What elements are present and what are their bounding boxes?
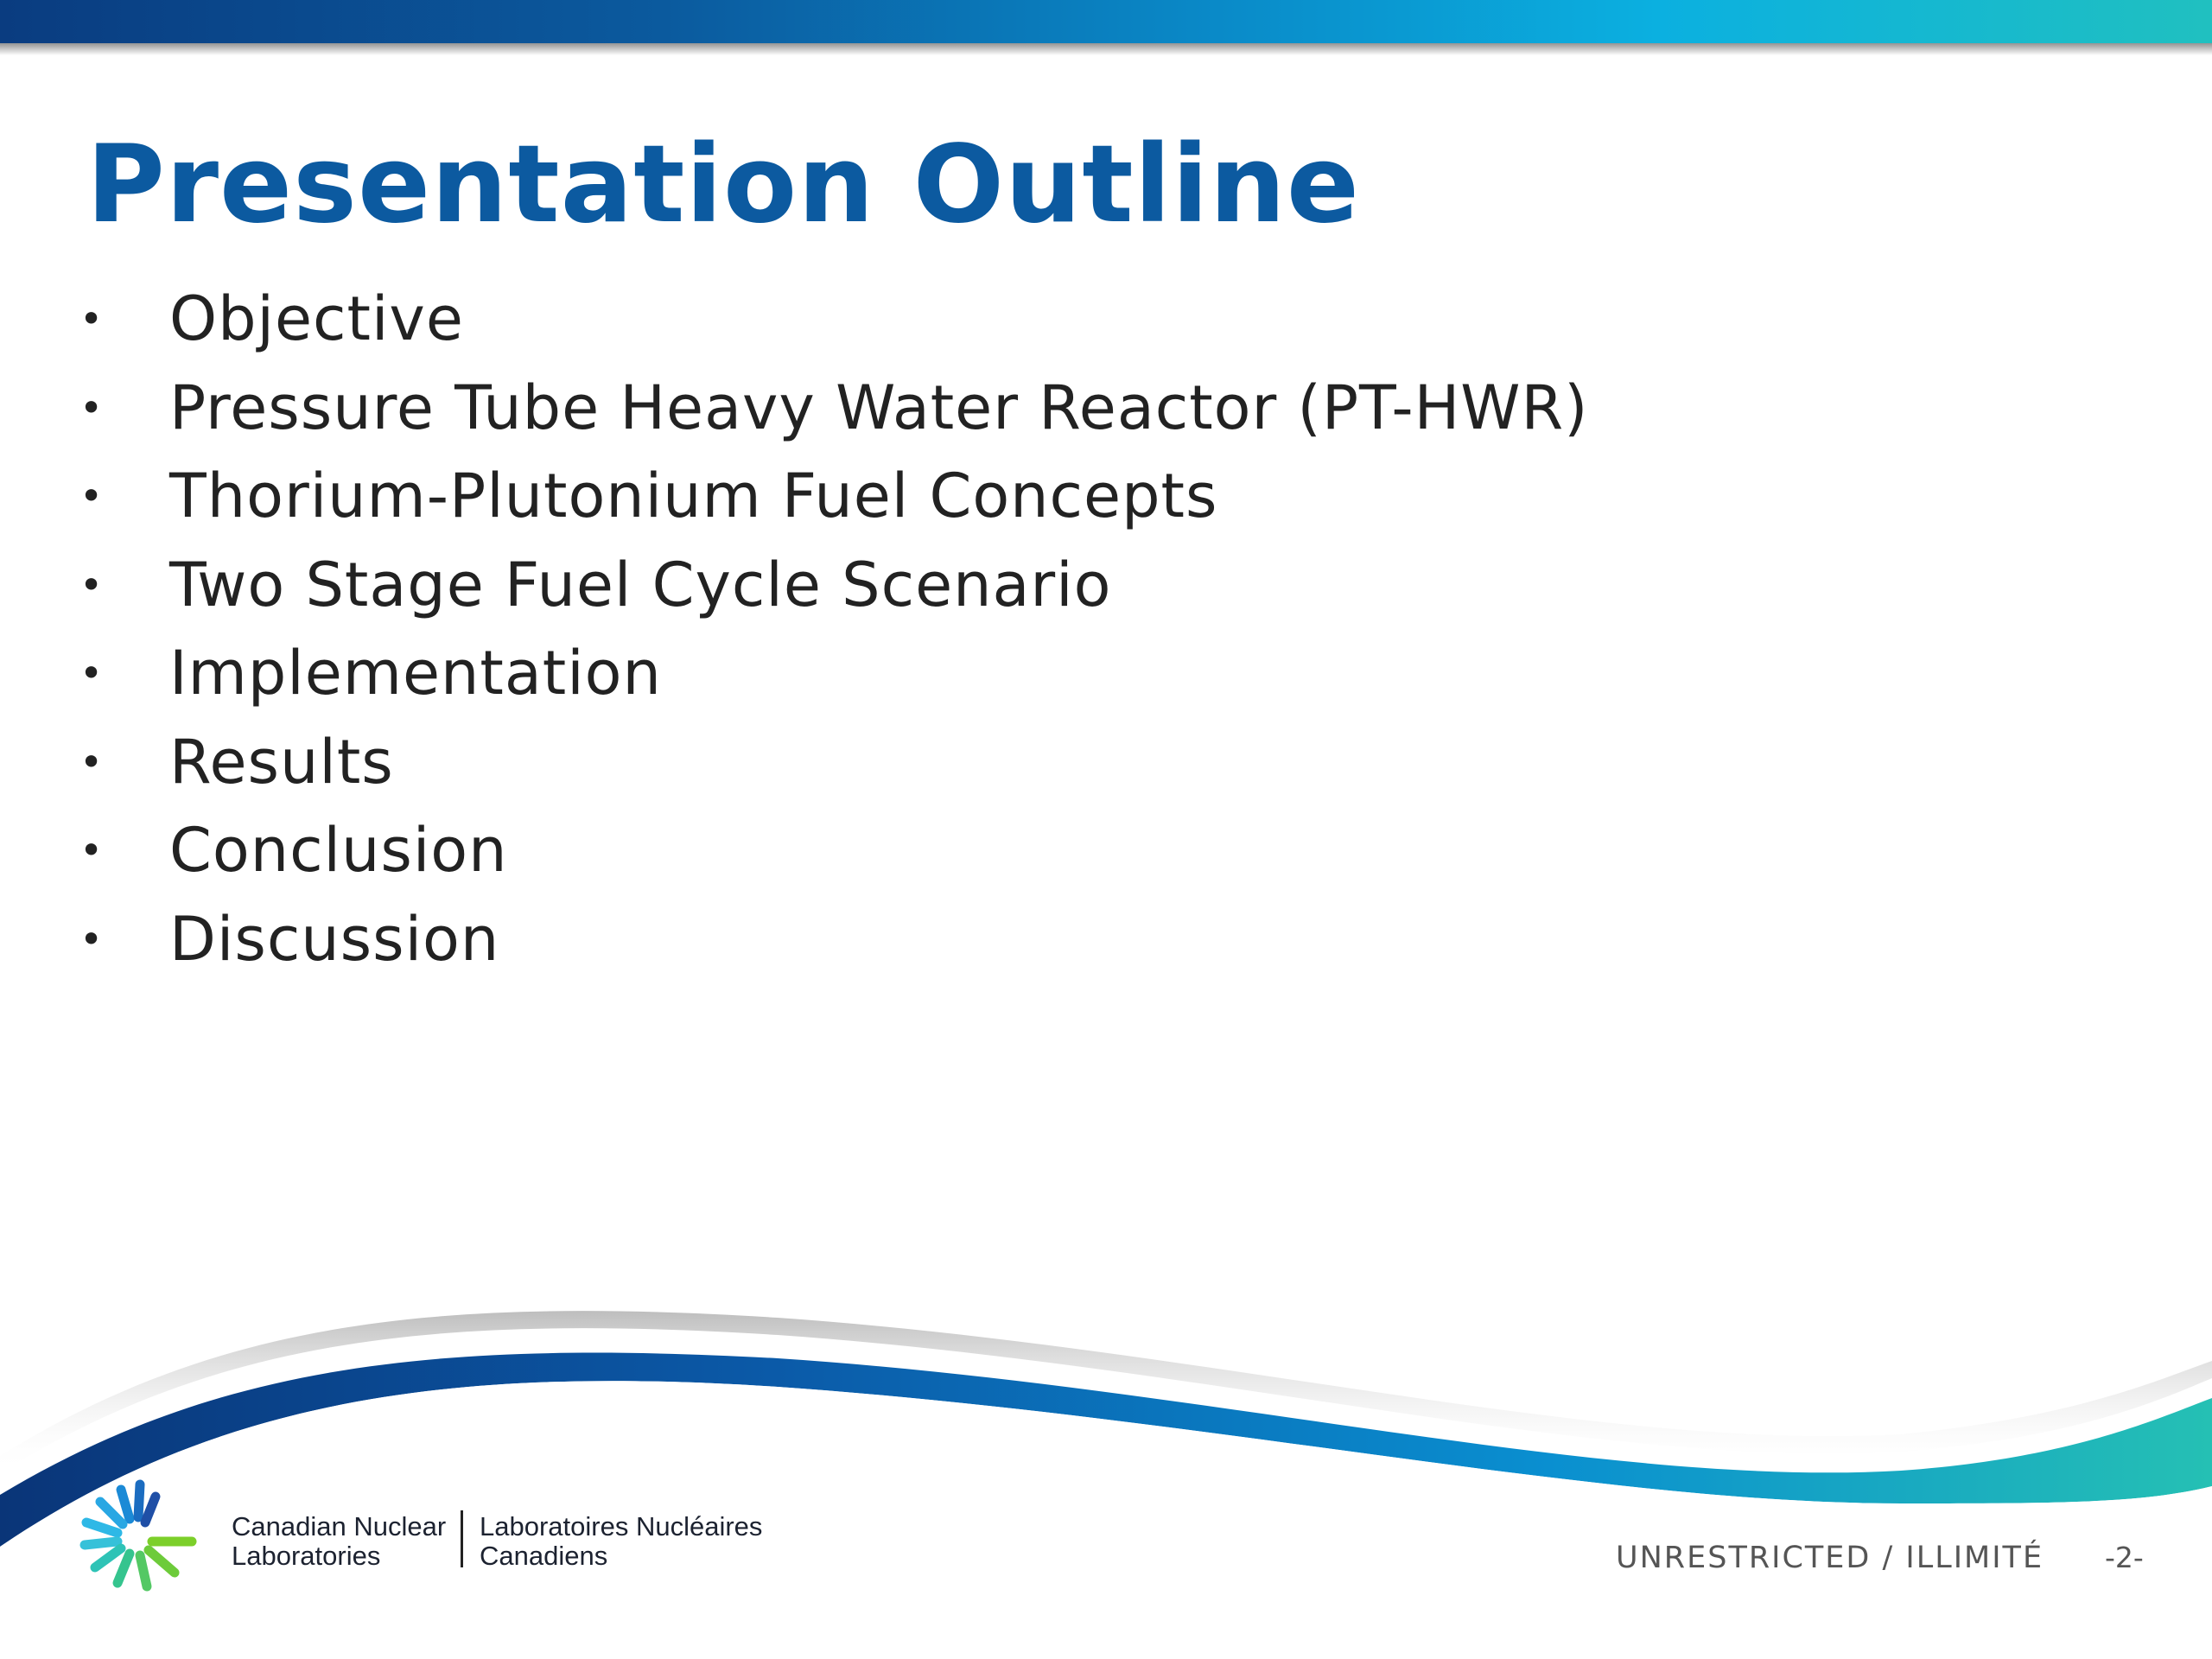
organization-divider [461, 1510, 463, 1567]
list-item-text: Discussion [169, 903, 500, 975]
bullet-icon: • [79, 561, 104, 608]
bullet-icon: • [79, 827, 104, 874]
bullet-icon: • [79, 738, 104, 785]
list-item-text: Pressure Tube Heavy Water Reactor (PT-HWR) [169, 372, 1589, 443]
bullet-icon: • [79, 473, 104, 520]
organization-name-french [480, 1512, 762, 1571]
bullet-icon: • [79, 650, 104, 697]
classification-label: UNRESTRICTED / ILLIMITÉ [1616, 1541, 2044, 1575]
bullet-icon: • [79, 384, 104, 431]
org-fr-line2: Canadiens [480, 1541, 608, 1571]
top-banner-shadow [0, 43, 2212, 55]
list-item-text: Results [169, 726, 394, 798]
list-item [79, 718, 1588, 807]
bullet-icon: • [79, 915, 104, 963]
list-item [79, 364, 1588, 453]
list-item [79, 541, 1588, 630]
organization-name-english [232, 1512, 446, 1571]
list-item [79, 895, 1588, 984]
list-item [79, 629, 1588, 718]
list-item-text: Two Stage Fuel Cycle Scenario [169, 549, 1112, 620]
list-item-text: Objective [169, 283, 464, 355]
list-item [79, 275, 1588, 364]
cnl-logo-icon [60, 1478, 207, 1594]
list-item-text: Thorium-Plutonium Fuel Concepts [169, 461, 1218, 532]
bullet-icon: • [79, 296, 104, 343]
list-item-text: Conclusion [169, 815, 508, 887]
list-item [79, 806, 1588, 895]
outline-list [79, 275, 1588, 983]
org-fr-line1: Laboratoires Nucléaires [480, 1511, 763, 1541]
page-number: -2- [2105, 1541, 2144, 1574]
org-en-line1: Canadian Nuclear [232, 1511, 447, 1541]
list-item [79, 452, 1588, 541]
footer-wave-graphic [0, 1296, 2212, 1659]
top-banner-bar [0, 0, 2212, 43]
org-en-line2: Laboratories [232, 1541, 381, 1571]
slide-title: Presentation Outline [86, 123, 1361, 247]
list-item-text: Implementation [169, 638, 662, 709]
